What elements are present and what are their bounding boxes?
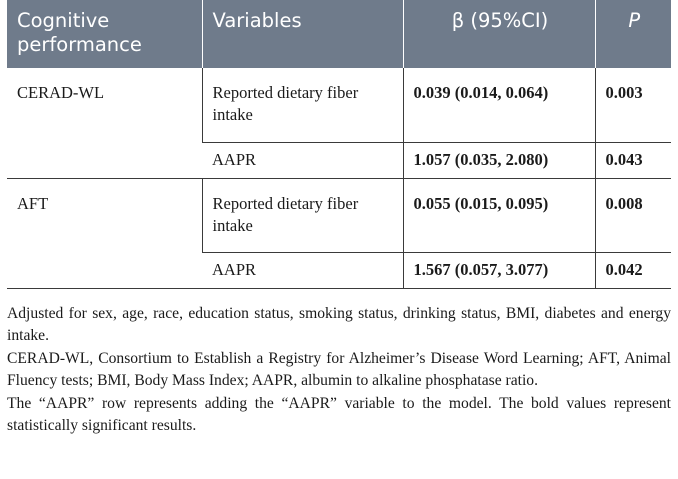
header-p-value (595, 0, 671, 68)
group-name-aft: AFT (7, 178, 202, 288)
footnote-adjustment: Adjusted for sex, age, race, education status, smoking status, drinking status, BMI, diabetes and energy intake. (7, 305, 671, 344)
variable-cell: AAPR (202, 142, 403, 178)
beta-cell: 1.567 (0.057, 3.077) (403, 252, 595, 288)
table-row (7, 68, 671, 142)
beta-cell: 0.055 (0.015, 0.095) (403, 178, 595, 252)
results-table (7, 0, 671, 289)
table-header-row (7, 0, 671, 68)
table-row (7, 178, 671, 252)
footnote-abbreviations: CERAD-WL, Consortium to Establish a Registry for Alzheimer’s Disease Word Learning; AFT, Animal Fluency tests; BMI, Body Mass Index; AAPR, albumin to alkaline phosphatase ratio. (7, 350, 671, 389)
p-value-cell: 0.043 (595, 142, 671, 178)
header-p-label: P (628, 9, 641, 32)
results-table-container (7, 0, 671, 289)
footnote-aapr-explanation: The “AAPR” row represents adding the “AAPR” variable to the model. The bold values represent statistically significant results. (7, 395, 671, 434)
header-variables: Variables (202, 0, 403, 68)
table-footnotes (7, 303, 671, 438)
header-beta-ci: β (95%CI) (403, 0, 595, 68)
p-value-cell: 0.008 (595, 178, 671, 252)
variable-cell: Reported dietary fiber intake (202, 68, 403, 142)
p-value-cell: 0.003 (595, 68, 671, 142)
variable-cell: Reported dietary fiber intake (202, 178, 403, 252)
p-value-cell: 0.042 (595, 252, 671, 288)
group-name-cerad-wl: CERAD-WL (7, 68, 202, 178)
beta-cell: 0.039 (0.014, 0.064) (403, 68, 595, 142)
beta-cell: 1.057 (0.035, 2.080) (403, 142, 595, 178)
header-cognitive-performance: Cognitive performance (7, 0, 202, 68)
variable-cell: AAPR (202, 252, 403, 288)
